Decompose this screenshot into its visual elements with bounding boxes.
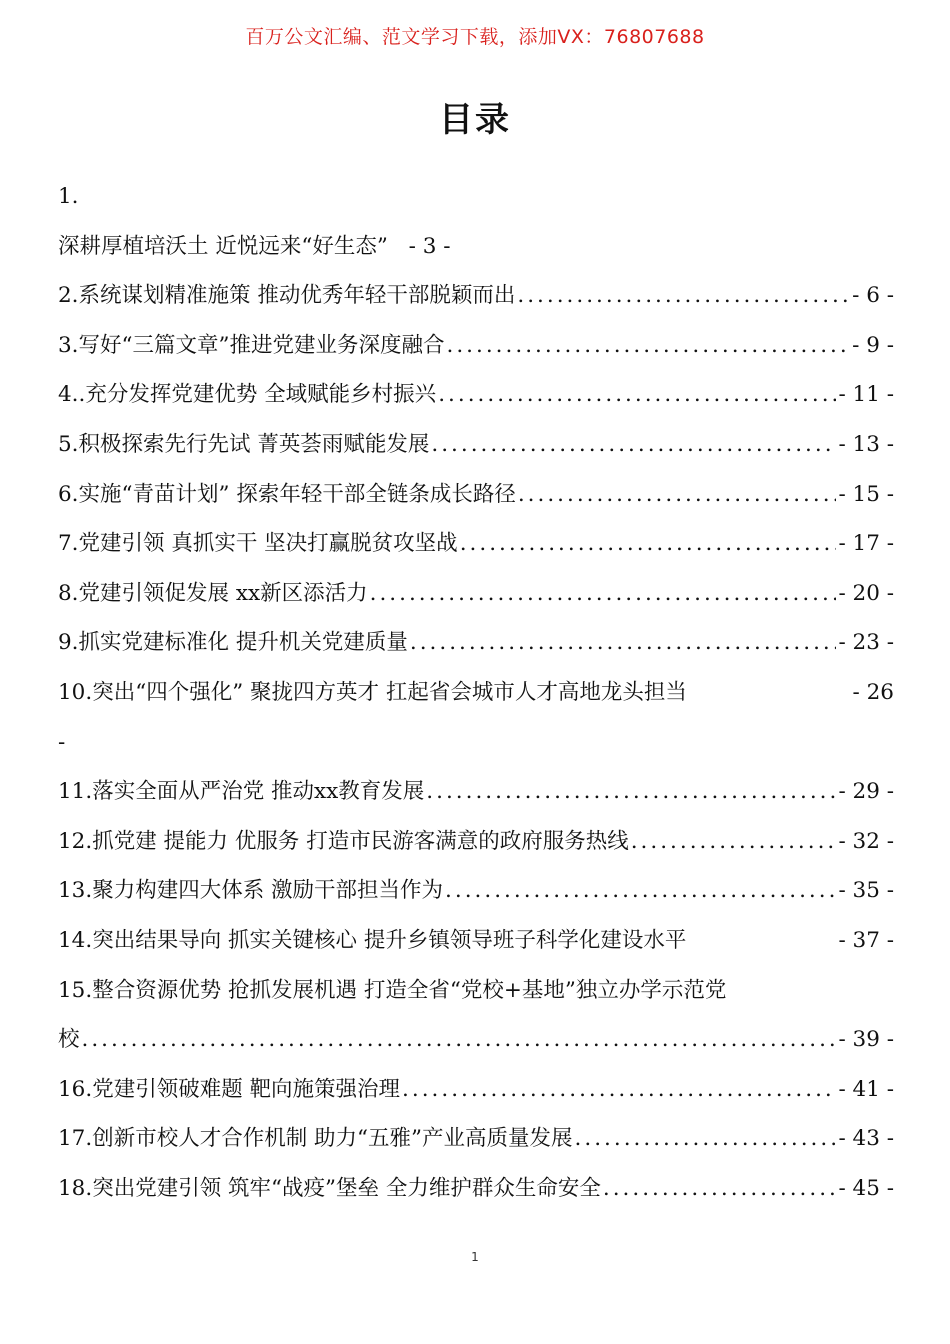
- toc-entry-text: .充分发挥党建优势 全域赋能乡村振兴: [78, 382, 437, 408]
- toc-entry-page: - 29 -: [838, 779, 894, 805]
- toc-entry-number: 11.: [58, 779, 93, 805]
- toc-entry-8[interactable]: [58, 569, 894, 619]
- toc-entry-15-continuation[interactable]: [58, 1015, 894, 1065]
- dot-leader: [426, 767, 836, 817]
- toc-entry-number: 7.: [58, 531, 79, 557]
- toc-entry-text: 创新市校人才合作机制 助力“五雅”产业高质量发展: [92, 1126, 573, 1152]
- dot-leader: [518, 470, 837, 520]
- dot-leader: [631, 817, 837, 867]
- toc-entry-11[interactable]: [58, 767, 894, 817]
- toc-entry-number: 8.: [58, 580, 79, 606]
- toc-entry-12[interactable]: [58, 817, 894, 867]
- toc-entry-7[interactable]: [58, 519, 894, 569]
- toc-entry-page: - 15 -: [838, 481, 894, 507]
- dot-leader: [447, 321, 851, 371]
- toc-entry-10-continuation: [58, 718, 894, 768]
- toc-entry-17[interactable]: [58, 1114, 894, 1164]
- toc-entry-text: 实施“青苗计划” 探索年轻干部全链条成长路径: [78, 481, 516, 507]
- toc-entry-number: 13.: [58, 878, 93, 904]
- footer-page-number: 1: [471, 1250, 479, 1264]
- toc-entry-page: - 41 -: [838, 1076, 894, 1102]
- toc-entry-page: - 26: [852, 679, 894, 705]
- toc-entry-text: 突出党建引领 筑牢“战疫”堡垒 全力维护群众生命安全: [92, 1175, 601, 1201]
- toc-entry-number: 12.: [58, 828, 93, 854]
- dot-leader: [438, 370, 836, 420]
- dot-leader: [370, 569, 837, 619]
- dot-leader: [410, 618, 837, 668]
- toc-entry-text: 整合资源优势 抢抓发展机遇 打造全省“党校+基地”独立办学示范党: [92, 977, 727, 1003]
- toc-entry-1-number-line: [58, 172, 894, 222]
- toc-entry-text: 党建引领 真抓实干 坚决打赢脱贫攻坚战: [78, 531, 458, 557]
- toc-entry-page: - 23 -: [838, 630, 894, 656]
- toc-entry-number: 9.: [58, 630, 79, 656]
- toc-entry-page: - 35 -: [838, 878, 894, 904]
- toc-entry-page: - 20 -: [838, 580, 894, 606]
- toc-entry-number: 6.: [58, 481, 79, 507]
- toc-entry-page: - 11 -: [838, 382, 894, 408]
- toc-entry-text-continuation: 校: [58, 1027, 80, 1053]
- dot-leader: [82, 1015, 837, 1065]
- toc-entry-text: 写好“三篇文章”推进党建业务深度融合: [78, 332, 445, 358]
- table-of-contents: [58, 172, 894, 1213]
- toc-entry-18[interactable]: [58, 1164, 894, 1214]
- dot-leader: [517, 271, 850, 321]
- toc-entry-3[interactable]: [58, 321, 894, 371]
- toc-entry-number: 5.: [58, 431, 79, 457]
- toc-entry-page: - 6 -: [852, 283, 894, 309]
- toc-entry-6[interactable]: [58, 470, 894, 520]
- toc-entry-1[interactable]: [58, 222, 894, 272]
- toc-entry-16[interactable]: [58, 1065, 894, 1115]
- toc-entry-13[interactable]: [58, 866, 894, 916]
- toc-entry-text: 突出结果导向 抓实关键核心 提升乡镇领导班子科学化建设水平: [92, 927, 687, 953]
- toc-entry-page: - 13 -: [838, 431, 894, 457]
- toc-entry-page: - 43 -: [838, 1126, 894, 1152]
- toc-entry-number: 17.: [58, 1126, 93, 1152]
- toc-entry-text: 深耕厚植培沃土 近悦远来“好生态”: [58, 233, 388, 259]
- toc-entry-page: - 37 -: [838, 927, 894, 953]
- toc-entry-number: 10.: [58, 679, 93, 705]
- dot-leader: [603, 1164, 837, 1214]
- toc-entry-page-continuation: -: [58, 729, 66, 755]
- toc-entry-text: 抓党建 提能力 优服务 打造市民游客满意的政府服务热线: [92, 828, 629, 854]
- toc-entry-page: - 45 -: [838, 1175, 894, 1201]
- toc-entry-number: 18.: [58, 1175, 93, 1201]
- toc-entry-number: 1.: [58, 184, 79, 209]
- toc-entry-text: 落实全面从严治党 推动xx教育发展: [92, 779, 425, 805]
- toc-entry-text: 党建引领破难题 靶向施策强治理: [92, 1076, 401, 1102]
- dot-leader: [445, 866, 836, 916]
- toc-entry-number: 15.: [58, 977, 93, 1003]
- dot-leader: [402, 1065, 836, 1115]
- toc-entry-text: 聚力构建四大体系 激励干部担当作为: [92, 878, 444, 904]
- toc-entry-text: 系统谋划精准施策 推动优秀年轻干部脱颖而出: [78, 283, 516, 309]
- toc-entry-page: - 17 -: [838, 531, 894, 557]
- toc-entry-14[interactable]: [58, 916, 894, 966]
- dot-leader: [460, 519, 837, 569]
- toc-entry-2[interactable]: [58, 271, 894, 321]
- toc-entry-number: 14.: [58, 927, 93, 953]
- toc-entry-page: - 3 -: [408, 233, 451, 259]
- toc-entry-number: 4.: [58, 382, 79, 408]
- toc-entry-9[interactable]: [58, 618, 894, 668]
- toc-entry-5[interactable]: [58, 420, 894, 470]
- toc-entry-page: - 32 -: [838, 828, 894, 854]
- toc-entry-text: 抓实党建标准化 提升机关党建质量: [78, 630, 408, 656]
- toc-entry-number: 3.: [58, 332, 79, 358]
- toc-entry-text: 突出“四个强化” 聚拢四方英才 扛起省会城市人才高地龙头担当: [92, 679, 687, 705]
- page-title: 目录: [439, 100, 511, 140]
- header-notice: 百万公文汇编、范文学习下载，添加VX：76807688: [245, 26, 705, 48]
- toc-entry-page: - 39 -: [838, 1027, 894, 1053]
- dot-leader: [575, 1114, 837, 1164]
- toc-entry-15[interactable]: [58, 966, 894, 1016]
- toc-entry-4[interactable]: [58, 370, 894, 420]
- dot-leader: [431, 420, 836, 470]
- toc-entry-text: 党建引领促发展 xx新区添活力: [78, 580, 368, 606]
- toc-entry-number: 16.: [58, 1076, 93, 1102]
- toc-entry-number: 2.: [58, 283, 79, 309]
- toc-entry-page: - 9 -: [852, 332, 894, 358]
- toc-entry-10[interactable]: [58, 668, 894, 718]
- toc-entry-text: 积极探索先行先试 菁英荟雨赋能发展: [78, 431, 430, 457]
